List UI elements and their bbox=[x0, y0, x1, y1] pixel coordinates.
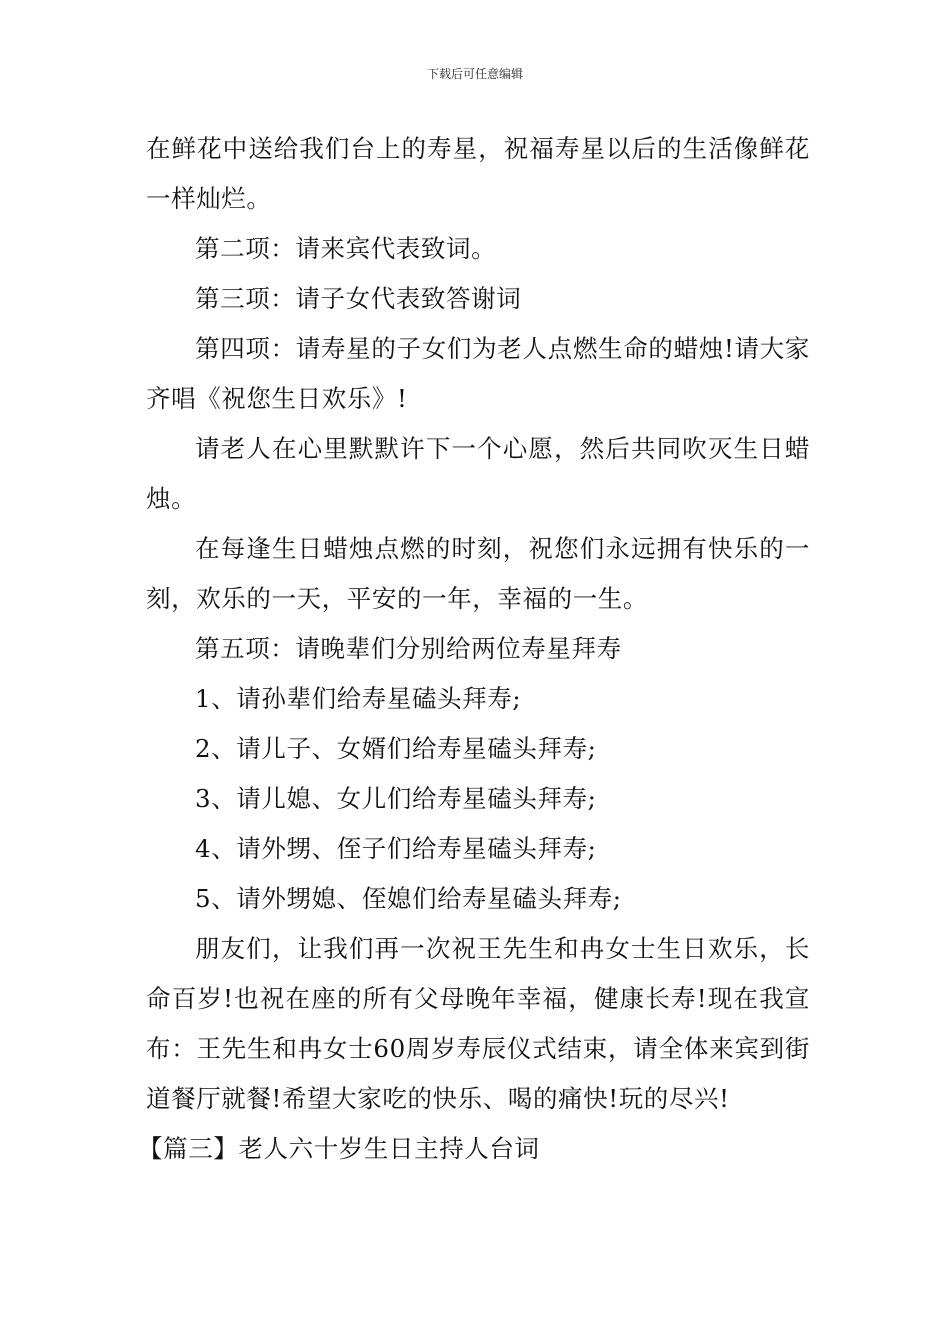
section-heading: 【篇三】老人六十岁生日主持人台词 bbox=[138, 1134, 540, 1163]
list-item: 5、请外甥媳、侄媳们给寿星磕头拜寿; bbox=[195, 884, 622, 913]
paragraph-item-5: 第五项：请晚辈们分别给两位寿星拜寿 bbox=[195, 634, 622, 663]
paragraph-item-2: 第二项：请来宾代表致词。 bbox=[195, 234, 497, 263]
list-item: 3、请儿媳、女儿们给寿星磕头拜寿; bbox=[195, 784, 597, 813]
list-item: 4、请外甥、侄子们给寿星磕头拜寿; bbox=[195, 834, 597, 863]
paragraph-blessing: 在每逢生日蜡烛点燃的时刻，祝您们永远拥有快乐的一刻，欢乐的一天，平安的一年，幸福的一生。 bbox=[146, 534, 810, 613]
paragraph-continuation: 在鲜花中送给我们台上的寿星，祝福寿星以后的生活像鲜花一样灿烂。 bbox=[146, 134, 810, 213]
paragraph-make-wish: 请老人在心里默默许下一个心愿，然后共同吹灭生日蜡烛。 bbox=[146, 434, 810, 513]
document-body bbox=[138, 124, 810, 1174]
list-item: 2、请儿子、女婿们给寿星磕头拜寿; bbox=[195, 734, 597, 763]
list-item: 1、请孙辈们给寿星磕头拜寿; bbox=[195, 684, 522, 713]
paragraph-item-3: 第三项：请子女代表致答谢词 bbox=[195, 284, 522, 313]
paragraph-item-4: 第四项：请寿星的子女们为老人点燃生命的蜡烛!请大家齐唱《祝您生日欢乐》! bbox=[146, 334, 810, 413]
paragraph-closing: 朋友们，让我们再一次祝王先生和冉女士生日欢乐，长命百岁!也祝在座的所有父母晚年幸福，健康长寿!现在我宣布：王先生和冉女士60周岁寿辰仪式结束，请全体来宾到街道餐厅就餐!希望大家吃的快乐、喝的痛快!玩的尽兴! bbox=[146, 934, 810, 1113]
page-header: 下载后可任意编辑 bbox=[426, 67, 523, 81]
